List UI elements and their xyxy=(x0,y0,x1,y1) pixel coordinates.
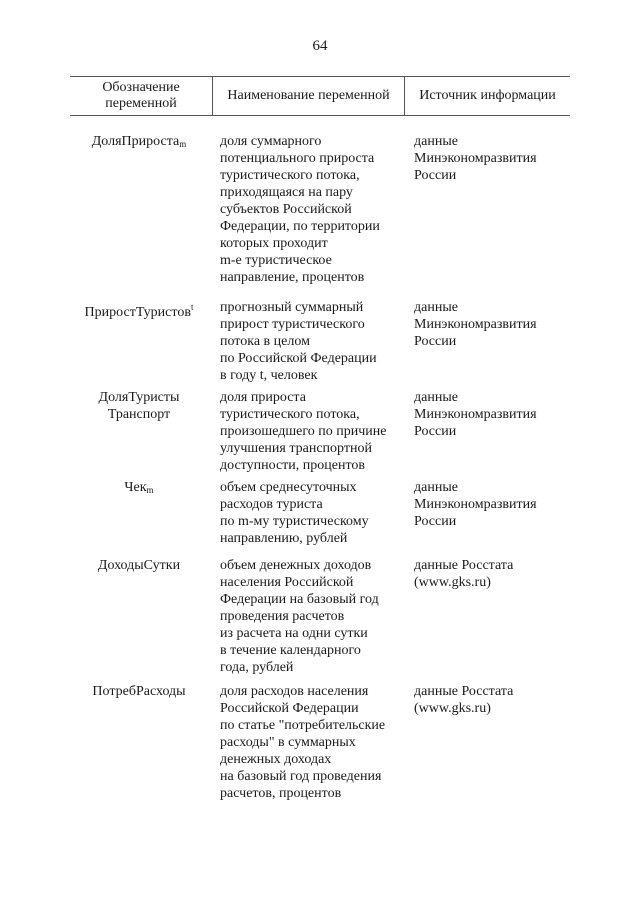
variable-description xyxy=(212,683,404,802)
description-line: расходы" в суммарных xyxy=(220,735,356,750)
source-line: Минэкономразвития xyxy=(414,317,537,332)
description-line: объем среднесуточных xyxy=(220,480,357,495)
description-line: объем денежных доходов xyxy=(220,558,372,573)
variable-symbol xyxy=(70,389,212,423)
description-line: расчетов, процентов xyxy=(220,786,342,801)
variable-symbol-main: ДоходыСутки xyxy=(97,558,181,573)
description-line: по статье "потребительские xyxy=(220,718,386,733)
variable-symbol xyxy=(70,133,212,153)
source-line: Минэкономразвития xyxy=(414,407,537,422)
variable-symbol-main: ДоляПрироста xyxy=(91,134,180,149)
source-line: Минэкономразвития xyxy=(414,151,537,166)
header-variable-symbol-line: переменной xyxy=(105,96,177,111)
variable-symbol-main: ПриростТуристов xyxy=(84,305,191,320)
description-line: m-е туристическое xyxy=(220,253,332,268)
table-row xyxy=(70,389,570,474)
description-line: прирост туристического xyxy=(220,317,365,332)
header-variable-symbol-line: Обозначение xyxy=(102,80,180,95)
source-line: данные Росстата xyxy=(414,684,514,699)
variable-symbol xyxy=(70,557,212,574)
description-line: субъектов Российской xyxy=(220,202,352,217)
variable-subscript: m xyxy=(146,485,154,495)
header-variable-name: Наименование переменной xyxy=(212,77,404,115)
table-row xyxy=(70,479,570,547)
variable-symbol-text xyxy=(70,479,208,499)
variable-symbol xyxy=(70,299,212,321)
information-source xyxy=(404,299,570,350)
source-line: России xyxy=(414,514,457,529)
description-line: года, рублей xyxy=(220,660,294,675)
information-source xyxy=(404,557,570,591)
source-line: данные xyxy=(414,390,458,405)
information-source xyxy=(404,133,570,184)
table-row xyxy=(70,133,570,286)
description-line: прогнозный суммарный xyxy=(220,300,364,315)
source-line: (www.gks.ru) xyxy=(414,701,491,716)
description-line: доля суммарного xyxy=(220,134,322,149)
information-source xyxy=(404,389,570,440)
source-line: (www.gks.ru) xyxy=(414,575,491,590)
header-information-source: Источник информации xyxy=(404,77,570,115)
description-line: населения Российской xyxy=(220,575,354,590)
description-line: доля расходов населения xyxy=(220,684,369,699)
header-variable-symbol xyxy=(70,77,212,115)
source-line: данные xyxy=(414,134,458,149)
description-line: направление, процентов xyxy=(220,270,365,285)
description-line: произошедшего по причине xyxy=(220,424,387,439)
description-line: проведения расчетов xyxy=(220,609,345,624)
variable-description xyxy=(212,299,404,384)
description-line: по m-му туристическому xyxy=(220,514,369,529)
variable-symbol-text xyxy=(70,683,208,700)
source-line: России xyxy=(414,334,457,349)
description-line: направлению, рублей xyxy=(220,531,348,546)
description-line: туристического потока, xyxy=(220,168,360,183)
description-line: в году t, человек xyxy=(220,368,318,383)
description-line: которых проходит xyxy=(220,236,328,251)
table-row xyxy=(70,557,570,676)
description-line: Федерации, по территории xyxy=(220,219,380,234)
description-line: улучшения транспортной xyxy=(220,441,372,456)
description-line: расходов туриста xyxy=(220,497,323,512)
variable-subscript: m xyxy=(179,139,187,149)
description-line: из расчета на одни сутки xyxy=(220,626,368,641)
variable-symbol-line: ДоляТуристы xyxy=(98,390,180,405)
variable-symbol-text xyxy=(70,133,208,153)
information-source xyxy=(404,479,570,530)
description-line: потока в целом xyxy=(220,334,310,349)
source-line: данные xyxy=(414,300,458,315)
page-number: 64 xyxy=(312,38,328,54)
description-line: приходящаяся на пару xyxy=(220,185,353,200)
table-header xyxy=(70,76,570,116)
variable-symbol-text xyxy=(70,557,208,574)
variable-description xyxy=(212,133,404,286)
variable-description xyxy=(212,557,404,676)
source-line: данные Росстата xyxy=(414,558,514,573)
source-line: России xyxy=(414,168,457,183)
description-line: доля прироста xyxy=(220,390,306,405)
variable-symbol-text xyxy=(70,299,208,321)
variable-superscript: t xyxy=(190,302,194,312)
description-line: туристического потока, xyxy=(220,407,360,422)
source-line: России xyxy=(414,424,457,439)
description-line: Федерации на базовый год xyxy=(220,592,379,607)
description-line: в течение календарного xyxy=(220,643,361,658)
description-line: потенциального прироста xyxy=(220,151,375,166)
variable-description xyxy=(212,389,404,474)
description-line: денежных доходах xyxy=(220,752,332,767)
variable-description xyxy=(212,479,404,547)
information-source xyxy=(404,683,570,717)
table-row xyxy=(70,299,570,384)
description-line: Российской Федерации xyxy=(220,701,359,716)
variable-symbol-main: ПотребРасходы xyxy=(92,684,186,699)
variable-symbol-main: Чек xyxy=(124,480,147,495)
variable-symbol xyxy=(70,683,212,700)
description-line: доступности, процентов xyxy=(220,458,366,473)
source-line: данные xyxy=(414,480,458,495)
variable-symbol xyxy=(70,479,212,499)
table-row xyxy=(70,683,570,802)
variables-table xyxy=(70,76,570,116)
variable-symbol-line: Транспорт xyxy=(107,407,171,422)
description-line: по Российской Федерации xyxy=(220,351,377,366)
description-line: на базовый год проведения xyxy=(220,769,382,784)
source-line: Минэкономразвития xyxy=(414,497,537,512)
